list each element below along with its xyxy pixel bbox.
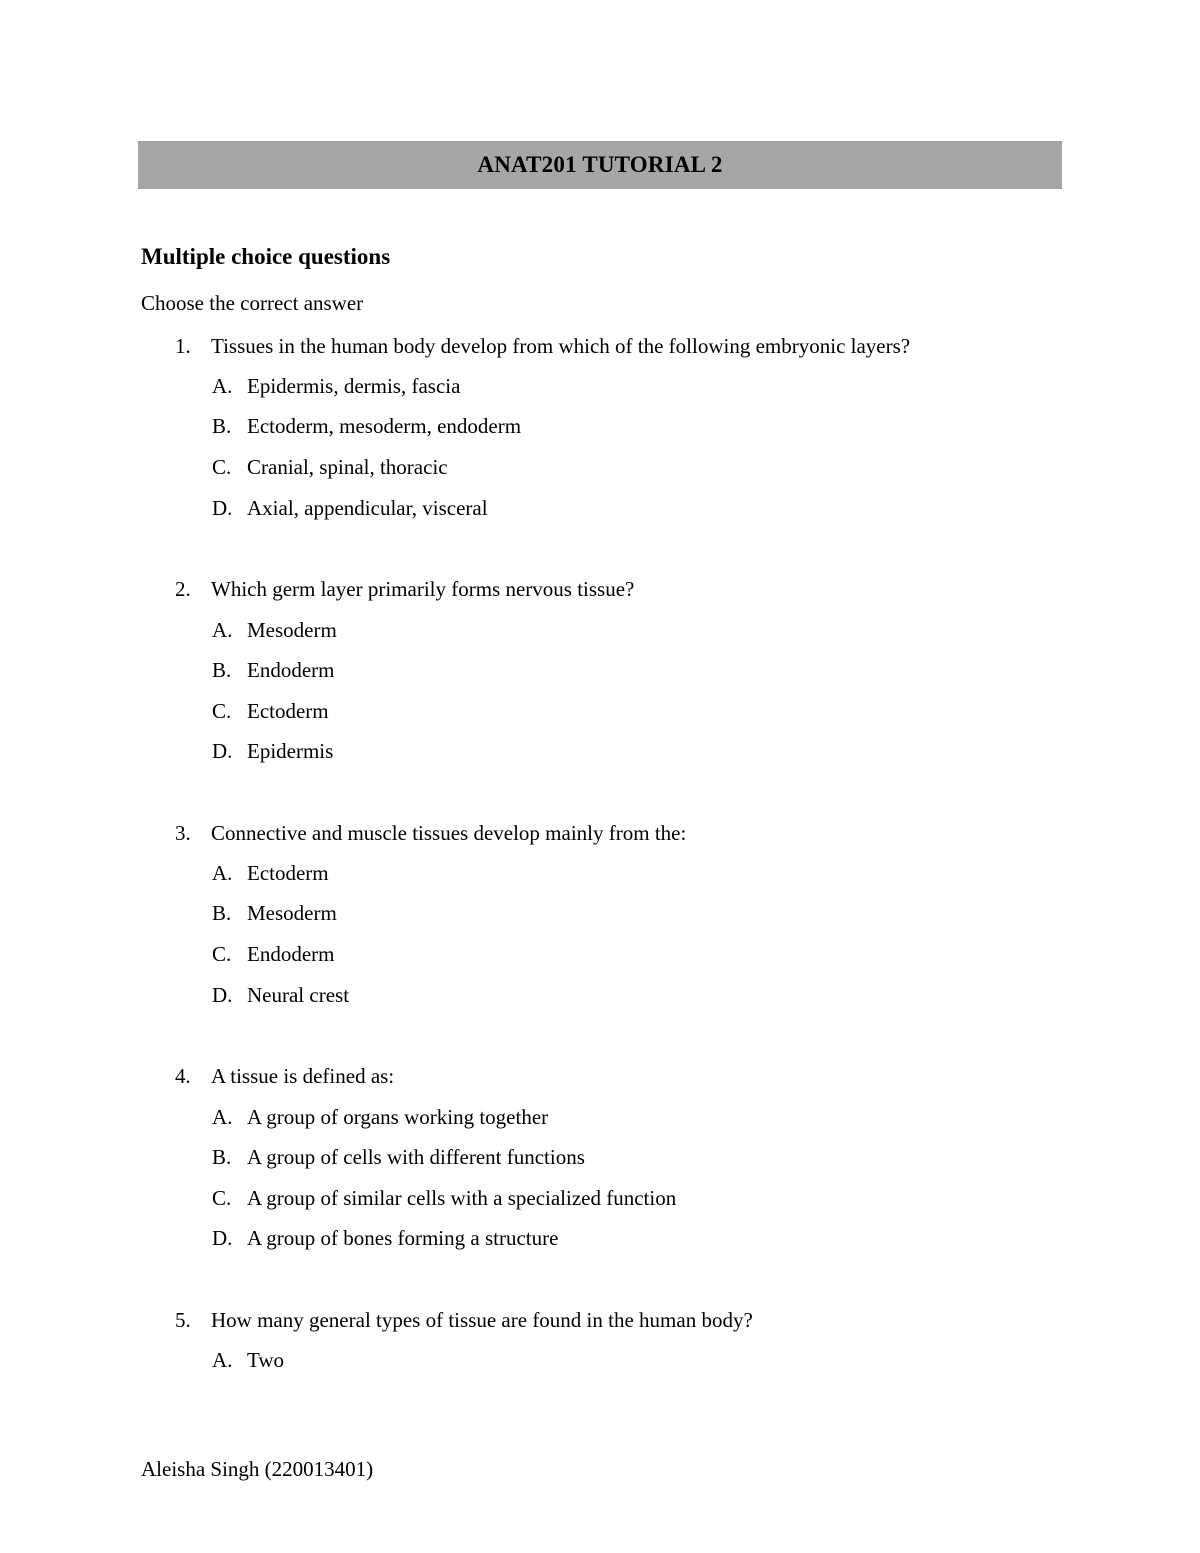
question-text: Connective and muscle tissues develop mainly from the: xyxy=(211,821,687,845)
footer-author: Aleisha Singh (220013401) xyxy=(141,1457,374,1481)
option-text: Ectoderm, mesoderm, endoderm xyxy=(247,414,522,438)
option-text: Two xyxy=(247,1348,285,1372)
section-heading: Multiple choice questions xyxy=(141,244,391,269)
question-3 xyxy=(175,820,1075,846)
answer-option xyxy=(212,1347,1072,1373)
option-letter: B. xyxy=(212,658,232,682)
answer-option xyxy=(212,1144,1072,1170)
question-text: A tissue is defined as: xyxy=(211,1064,395,1088)
answer-option xyxy=(212,617,1072,643)
question-1 xyxy=(175,333,1075,359)
option-letter: D. xyxy=(212,983,233,1007)
option-text: Endoderm xyxy=(247,942,335,966)
option-letter: C. xyxy=(212,699,232,723)
answer-option xyxy=(212,900,1072,926)
option-letter: A. xyxy=(212,861,233,885)
option-letter: A. xyxy=(212,618,233,642)
option-letter: B. xyxy=(212,1145,232,1169)
answer-option xyxy=(212,698,1072,724)
option-text: Axial, appendicular, visceral xyxy=(247,496,488,520)
option-text: Neural crest xyxy=(247,983,350,1007)
title-banner xyxy=(138,141,1062,189)
option-letter: A. xyxy=(212,1105,233,1129)
answer-option xyxy=(212,1104,1072,1130)
option-text: A group of similar cells with a specialized function xyxy=(247,1186,677,1210)
option-letter: C. xyxy=(212,1186,232,1210)
option-letter: C. xyxy=(212,455,232,479)
question-number: 1. xyxy=(175,334,191,358)
question-text: Which germ layer primarily forms nervous tissue? xyxy=(211,577,635,601)
instructions-text: Choose the correct answer xyxy=(141,291,364,315)
answer-option xyxy=(212,454,1072,480)
question-number: 4. xyxy=(175,1064,191,1088)
option-letter: D. xyxy=(212,739,233,763)
answer-option xyxy=(212,1225,1072,1251)
answer-option xyxy=(212,941,1072,967)
question-number: 5. xyxy=(175,1308,191,1332)
document-title: ANAT201 TUTORIAL 2 xyxy=(477,152,723,177)
option-letter: A. xyxy=(212,374,233,398)
answer-option xyxy=(212,373,1072,399)
answer-option xyxy=(212,1185,1072,1211)
question-4 xyxy=(175,1063,1075,1089)
option-letter: B. xyxy=(212,414,232,438)
answer-option xyxy=(212,738,1072,764)
option-text: Ectoderm xyxy=(247,861,329,885)
option-text: A group of cells with different functions xyxy=(247,1145,585,1169)
question-number: 2. xyxy=(175,577,191,601)
option-letter: D. xyxy=(212,496,233,520)
option-text: Epidermis xyxy=(247,739,334,763)
answer-option xyxy=(212,413,1072,439)
question-5 xyxy=(175,1307,1075,1333)
option-text: A group of bones forming a structure xyxy=(247,1226,559,1250)
option-text: Mesoderm xyxy=(247,618,337,642)
answer-option xyxy=(212,982,1072,1008)
option-letter: D. xyxy=(212,1226,233,1250)
option-text: Ectoderm xyxy=(247,699,329,723)
question-text: How many general types of tissue are found in the human body? xyxy=(211,1308,753,1332)
option-text: A group of organs working together xyxy=(247,1105,549,1129)
answer-option xyxy=(212,860,1072,886)
option-letter: C. xyxy=(212,942,232,966)
question-number: 3. xyxy=(175,821,191,845)
answer-option xyxy=(212,657,1072,683)
option-text: Cranial, spinal, thoracic xyxy=(247,455,448,479)
option-text: Mesoderm xyxy=(247,901,337,925)
answer-option xyxy=(212,495,1072,521)
option-letter: B. xyxy=(212,901,232,925)
option-text: Epidermis, dermis, fascia xyxy=(247,374,461,398)
question-text: Tissues in the human body develop from which of the following embryonic layers? xyxy=(211,334,911,358)
option-letter: A. xyxy=(212,1348,233,1372)
option-text: Endoderm xyxy=(247,658,335,682)
question-2 xyxy=(175,576,1075,602)
